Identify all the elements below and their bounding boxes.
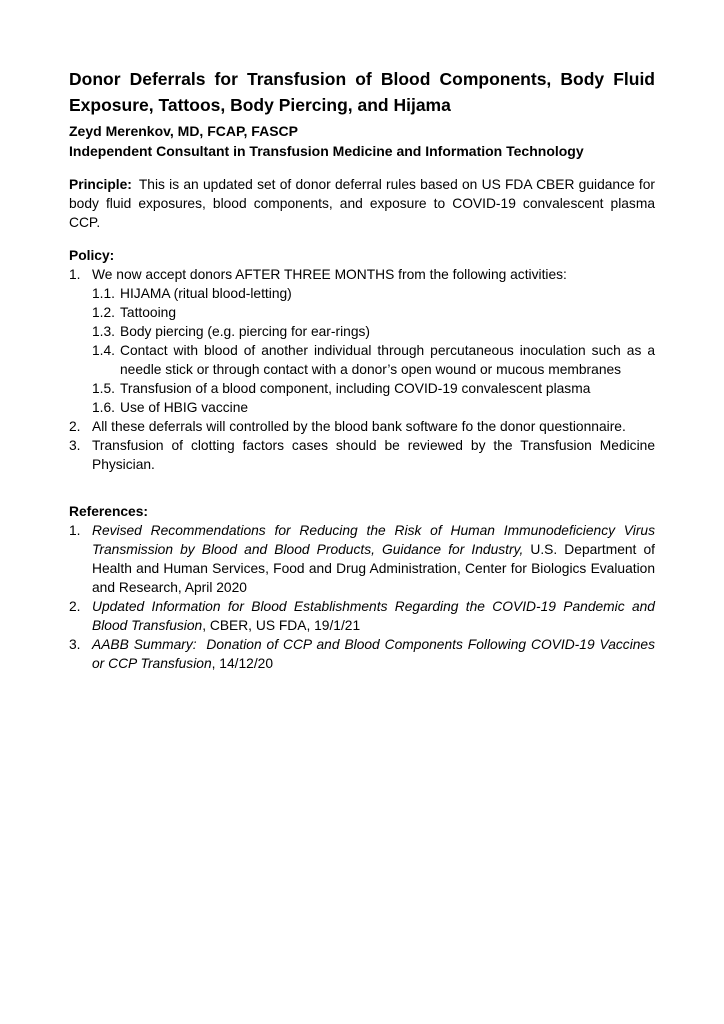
list-number: 1.6. — [92, 400, 116, 415]
reference-item-2 — [69, 597, 655, 635]
list-text: We now accept donors AFTER THREE MONTHS from the following activities: — [92, 267, 567, 282]
policy-subitem-1-2 — [92, 303, 655, 322]
principle-label: Principle: — [69, 177, 132, 192]
reference-publisher: , CBER, US FDA, 19/1/21 — [202, 618, 361, 633]
reference-title: AABB Summary: Donation of CCP and Blood Components Following COVID-19 Vaccines or CCP Transfusion — [92, 637, 655, 671]
list-text: Transfusion of a blood component, including COVID-19 convalescent plasma — [120, 381, 591, 396]
reference-text — [92, 635, 655, 673]
reference-item-3 — [69, 635, 655, 673]
list-text: Contact with blood of another individual through percutaneous inoculation such as a needle stick or through contact with a donor’s open wound or mucous membranes — [120, 343, 655, 377]
policy-subitem-1-1 — [92, 284, 655, 303]
policy-subitem-1-5 — [92, 379, 655, 398]
list-number: 3. — [69, 438, 81, 453]
policy-subitem-1-4 — [92, 341, 655, 379]
reference-text — [92, 521, 655, 597]
policy-item-1 — [69, 265, 655, 284]
policy-subitem-1-3 — [92, 322, 655, 341]
policy-heading: Policy: — [69, 248, 115, 263]
list-number: 1.1. — [92, 286, 116, 301]
references-heading: References: — [69, 504, 148, 519]
policy-subitem-1-6 — [92, 398, 655, 417]
list-number: 1. — [69, 523, 81, 538]
list-number: 1.2. — [92, 305, 116, 320]
list-number: 1.3. — [92, 324, 116, 339]
reference-text — [92, 597, 655, 635]
list-text: HIJAMA (ritual blood-letting) — [120, 286, 292, 301]
list-text: Transfusion of clotting factors cases should be reviewed by the Transfusion Medicine Physician. — [92, 438, 655, 472]
reference-title: Revised Recommendations for Reducing the Risk of Human Immunodeficiency Virus Transmission by Blood and Blood Products, Guidance for Industry, — [92, 523, 655, 557]
list-text: Tattooing — [120, 305, 176, 320]
principle-text: This is an updated set of donor deferral rules based on US FDA CBER guidance for body fluid exposures, blood components, and exposure to COVID-19 convalescent plasma CCP. — [69, 177, 655, 230]
author-name: Zeyd Merenkov, MD, FCAP, FASCP — [69, 123, 298, 139]
list-number: 2. — [69, 419, 81, 434]
document-title: Donor Deferrals for Transfusion of Blood Components, Body Fluid Exposure, Tattoos, Body Piercing, and Hijama — [69, 69, 655, 115]
list-text: Use of HBIG vaccine — [120, 400, 249, 415]
principle-paragraph — [69, 175, 655, 232]
list-text: Body piercing (e.g. piercing for ear-rings) — [120, 324, 370, 339]
list-text: All these deferrals will controlled by the blood bank software fo the donor questionnaire. — [92, 419, 626, 434]
list-number: 1. — [69, 267, 81, 282]
reference-publisher: , 14/12/20 — [211, 656, 273, 671]
list-number: 1.5. — [92, 381, 116, 396]
list-number: 1.4. — [92, 343, 116, 358]
policy-item-2 — [69, 417, 655, 436]
author-role: Independent Consultant in Transfusion Medicine and Information Technology — [69, 143, 584, 159]
list-number: 3. — [69, 637, 81, 652]
reference-publisher: U.S. Department of Health and Human Services, Food and Drug Administration, Center for Biologics Evaluation and Research, April 2020 — [92, 542, 655, 595]
reference-title: Updated Information for Blood Establishments Regarding the COVID-19 Pandemic and Blood Transfusion — [92, 599, 655, 633]
list-number: 2. — [69, 599, 81, 614]
reference-item-1 — [69, 521, 655, 597]
policy-item-3 — [69, 436, 655, 474]
